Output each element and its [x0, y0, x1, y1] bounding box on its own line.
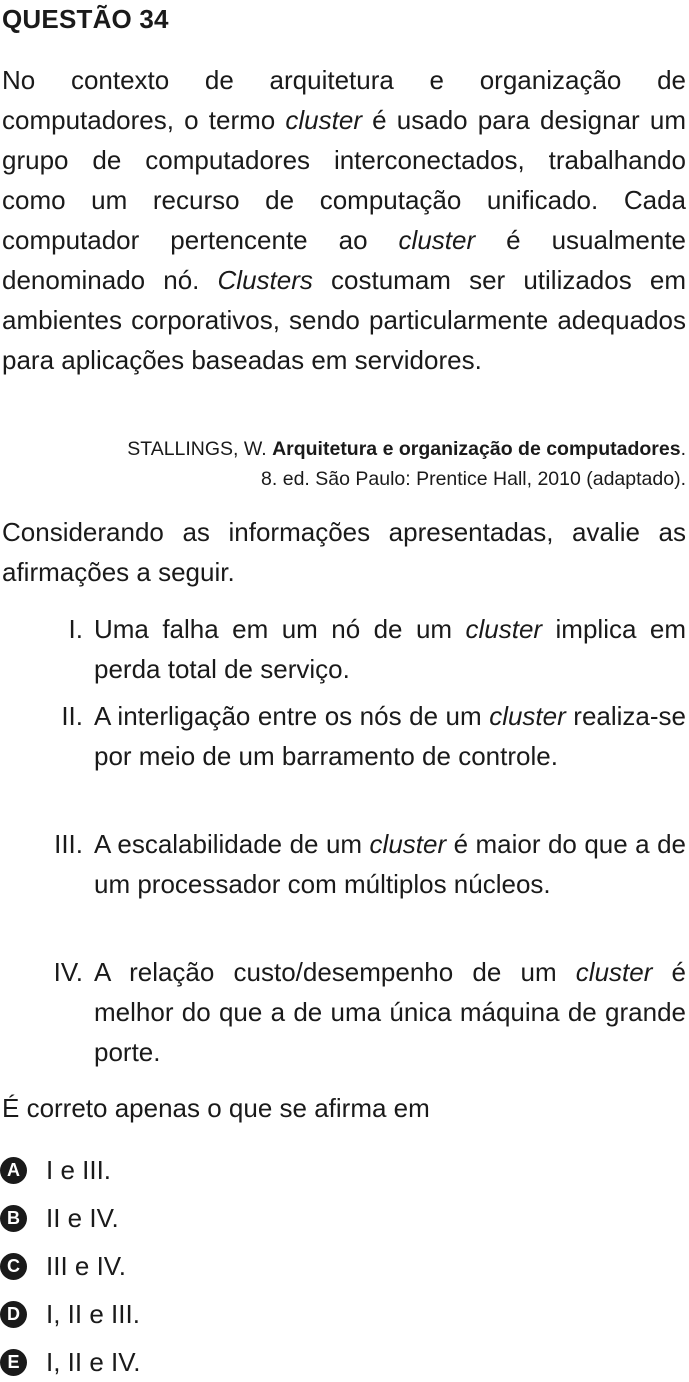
citation-punct: .	[680, 438, 686, 460]
option-text[interactable]: III e IV.	[46, 1251, 126, 1281]
option-letter-badge[interactable]: E	[0, 1349, 27, 1376]
statement-number: II.	[61, 701, 83, 731]
option-text[interactable]: I, II e IV.	[46, 1347, 141, 1377]
question-stem-text: É correto apenas o que se afirma em	[2, 1093, 430, 1123]
statement-text	[94, 824, 686, 904]
statement-term: cluster	[575, 957, 653, 987]
passage-term: Clusters	[217, 265, 313, 295]
statement-text	[94, 696, 686, 776]
option-letter-badge[interactable]: D	[0, 1301, 27, 1328]
option-letter-badge[interactable]: C	[0, 1253, 27, 1280]
statement-segment: é melhor do que a de uma única máquina de grande porte.	[94, 957, 687, 1067]
statement-segment: A interligação entre os nós de um	[94, 701, 490, 731]
statement-text	[94, 952, 686, 1072]
passage-segment: No contexto de arquitetura e organização de computadores, o termo	[2, 65, 686, 135]
statement-segment: A escalabilidade de um	[94, 829, 370, 859]
passage-term: cluster	[285, 105, 362, 135]
statement-text	[94, 609, 686, 689]
question-stem	[2, 1088, 686, 1128]
passage-segment: é usado para designar um grupo de computadores interconectados, trabalhando como um recurso de computação unificado. Cada computador pertencente ao	[2, 105, 686, 255]
prompt-paragraph: Considerando as informações apresentadas, avalie as afirmações a seguir.	[2, 517, 686, 587]
statement-term: cluster	[465, 614, 543, 644]
statement-segment: A relação custo/desempenho de um	[94, 957, 576, 987]
passage-term: cluster	[398, 225, 476, 255]
question-title: QUESTÃO 34	[2, 4, 169, 34]
statement-segment: realiza-se por meio de um barramento de controle.	[94, 701, 686, 771]
option-text[interactable]: II e IV.	[46, 1203, 119, 1233]
passage-text	[2, 60, 686, 380]
statement-number: I.	[68, 614, 83, 644]
option-text[interactable]: I e III.	[46, 1155, 112, 1185]
option-text[interactable]: I, II e III.	[46, 1299, 140, 1329]
passage-segment: costumam ser utilizados em ambientes corporativos, sendo particularmente adequados para aplicações baseadas em servidores.	[2, 265, 686, 375]
statement-number: IV.	[53, 957, 83, 987]
option-letter-badge[interactable]: B	[0, 1205, 27, 1232]
statement-segment: implica em perda total de serviço.	[94, 614, 686, 684]
prompt-text	[2, 512, 686, 592]
citation	[2, 434, 686, 494]
citation-author: STALLINGS, W.	[127, 438, 273, 460]
passage-segment: é usualmente denominado nó.	[2, 225, 687, 295]
statement-term: cluster	[489, 701, 566, 731]
citation-publication: 8. ed. São Paulo: Prentice Hall, 2010 (adaptado).	[261, 468, 686, 490]
statement-term: cluster	[369, 829, 447, 859]
statement-number: III.	[54, 829, 83, 859]
statement-segment: é maior do que a de um processador com múltiplos núcleos.	[94, 829, 686, 899]
option-letter-badge[interactable]: A	[0, 1157, 27, 1184]
statement-segment: Uma falha em um nó de um	[94, 614, 466, 644]
citation-book-title: Arquitetura e organização de computadores	[272, 438, 681, 460]
